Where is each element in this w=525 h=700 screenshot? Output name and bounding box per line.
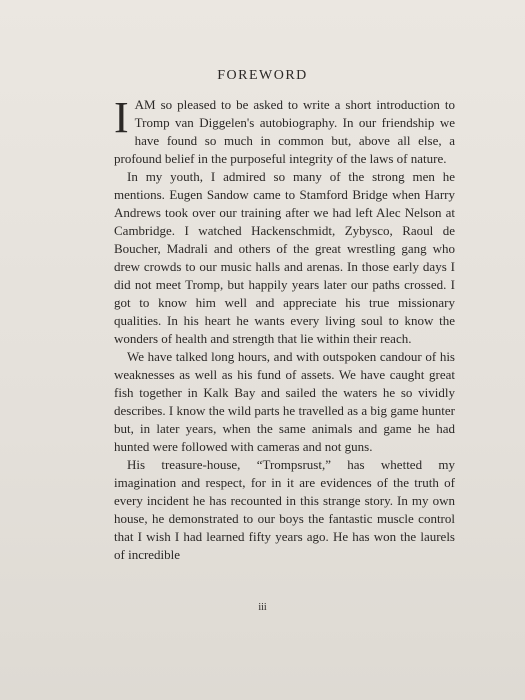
paragraph-1-text: AM so pleased to be asked to write a short introduction to Tromp van Diggelen's autobiography. In our friendship we have found so much in common but, above all else, a profound belief in the purposeful integrity of the laws of nature. — [114, 97, 455, 166]
chapter-title: FOREWORD — [217, 68, 308, 83]
paragraph-2: In my youth, I admired so many of the strong men he mentions. Eugen Sandow came to Stamford Bridge when Harry Andrews took over our training after we had left Alec Nelson at Cambridge. I watched Hackenschmidt, Zybysco, Raoul de Boucher, Madrali and others of the great wrestling gang who drew crowds to our music halls and arenas. In those early days I did not meet Tromp, but happily years later our paths crossed. I got to know him well and appreciate his true missionary qualities. In his heart he wants every living soul to know the wonders of health and strength that lie within their reach. — [114, 169, 455, 346]
paragraph-3: We have talked long hours, and with outspoken candour of his weaknesses as well as his fund of assets. We have caught great fish together in Kalk Bay and sailed the waters he so vividly describes. I know the wild parts he travelled as a big game hunter but, in later years, when the same animals and game he had hunted were followed with cameras and not guns. — [114, 349, 455, 454]
foreword-text — [114, 93, 455, 564]
paragraph-4: His treasure-house, “Trompsrust,” has whetted my imagination and respect, for in it are evidences of the truth of every incident he has recounted in this strange story. In my own house, he demonstrated to our boys the fantastic muscle control that I wish I had learned fifty years ago. He has won the laurels of incredible — [114, 457, 455, 562]
paragraph-1 — [114, 93, 455, 168]
page-number: iii — [258, 602, 267, 613]
drop-cap: I — [114, 93, 129, 142]
